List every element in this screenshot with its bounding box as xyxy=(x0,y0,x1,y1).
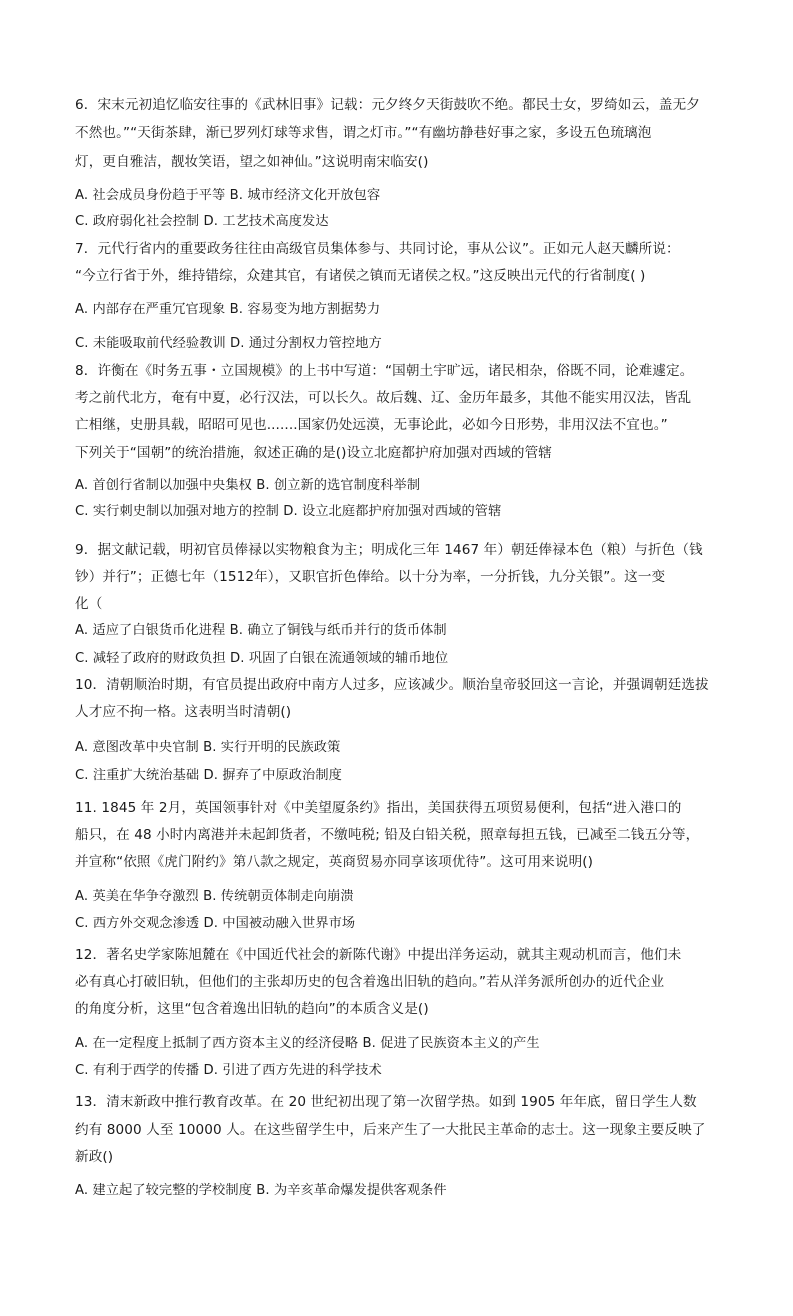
question-12-stem-line-2: 必有真心打破旧轨，但他们的主张却历史的包含着逸出旧轨的趋向。”若从洋务派所创办的近代企业 xyxy=(75,974,665,990)
question-12-stem-line-3: 的角度分析，这里“包含着逸出旧轨的趋向”的本质含义是() xyxy=(75,1001,429,1017)
question-10-stem-line-2: 人才应不拘一格。这表明当时清朝() xyxy=(75,704,292,720)
question-10-stem-line-1: 10．清朝顺治时期，有官员提出政府中南方人过多，应该减少。顺治皇帝驳回这一言论，并强调朝廷选拔 xyxy=(75,677,709,693)
question-9-options-cd: C. 减轻了政府的财政负担 D. 巩固了白银在流通领域的辅币地位 xyxy=(75,651,449,666)
question-12-options-cd: C. 有利于西学的传播 D. 引进了西方先进的科学技术 xyxy=(75,1063,382,1078)
question-7-stem-line-1: 7．元代行省内的重要政务往往由高级官员集体参与、共同讨论，事从公议”。正如元人赵天麟所说： xyxy=(75,241,680,257)
question-8-options-ab: A. 首创行省制以加强中央集权 B. 创立新的选官制度科举制 xyxy=(75,478,421,493)
question-8-stem-line-3: 亡相继，史册具载，昭昭可见也.......国家仍处远漠，无事论此，必如今日形势，非用汉法不宜也。” xyxy=(75,417,668,433)
question-8-stem-line-4: 下列关于“国朝”的统治措施，叙述正确的是()设立北庭都护府加强对西域的管辖 xyxy=(75,445,552,461)
question-13-stem-line-2: 约有 8000 人至 10000 人。在这些留学生中，后来产生了一大批民主革命的志士。这一现象主要反映了 xyxy=(75,1122,706,1138)
question-11-stem-line-1: 11. 1845 年 2月，英国领事针对《中美望厦条约》指出，美国获得五项贸易便利，包括“进入港口的 xyxy=(75,800,682,816)
question-8-stem-line-2: 考之前代北方，奄有中夏，必行汉法，可以长久。故后魏、辽、金历年最多，其他不能实用汉法，皆乱 xyxy=(75,390,692,406)
question-9-options-ab: A. 适应了白银货币化进程 B. 确立了铜钱与纸币并行的货币体制 xyxy=(75,623,447,638)
question-10-options-cd: C. 注重扩大统治基础 D. 摒弃了中原政治制度 xyxy=(75,768,342,783)
question-8-stem-line-1: 8．许衡在《时务五事・立国规模》的上书中写道：“国朝土宇旷远，诸民相杂，俗既不同，论难遽定。 xyxy=(75,363,694,379)
question-12-stem-line-1: 12．著名史学家陈旭麓在《中国近代社会的新陈代谢》中提出洋务运动，就其主观动机而言，他们未 xyxy=(75,947,682,963)
question-13-stem-line-1: 13．清末新政中推行教育改革。在 20 世纪初出现了第一次留学热。如到 1905 年年底，留日学生人数 xyxy=(75,1094,697,1110)
question-6-options-ab: A. 社会成员身份趋于平等 B. 城市经济文化开放包容 xyxy=(75,188,381,203)
question-13-stem-line-3: 新政() xyxy=(75,1149,114,1165)
question-13-options-ab: A. 建立起了较完整的学校制度 B. 为辛亥革命爆发提供客观条件 xyxy=(75,1183,447,1198)
question-11-stem-line-2: 船只，在 48 小时内离港并未起卸货者，不缴吨税; 铅及白铅关税，照章每担五钱，已减至二钱五分等， xyxy=(75,827,700,843)
question-6-options-cd: C. 政府弱化社会控制 D. 工艺技术高度发达 xyxy=(75,214,329,229)
question-11-options-ab: A. 英美在华争夺激烈 B. 传统朝贡体制走向崩溃 xyxy=(75,889,354,904)
question-6-stem-line-2: 不然也。”“天街茶肆，渐已罗列灯球等求售，谓之灯市。”“有幽坊静巷好事之家，多设五色琉璃泡 xyxy=(75,125,652,141)
question-11-stem-line-3: 并宣称“依照《虎门附约》第八款之规定，英商贸易亦同享该项优待”。这可用来说明() xyxy=(75,854,594,870)
question-8-options-cd: C. 实行刺史制以加强对地方的控制 D. 设立北庭都护府加强对西域的管辖 xyxy=(75,504,502,519)
question-11-options-cd: C. 西方外交观念渗透 D. 中国被动融入世界市场 xyxy=(75,916,356,931)
question-9-stem-line-3: 化（ xyxy=(75,596,103,612)
question-9-stem-line-1: 9．据文献记载，明初官员俸禄以实物粮食为主；明成化三年 1467 年）朝廷俸禄本色（粮）与折色（钱 xyxy=(75,542,703,558)
question-7-options-cd: C. 未能吸取前代经验教训 D. 通过分割权力管控地方 xyxy=(75,336,382,351)
question-7-options-ab: A. 内部存在严重冗官现象 B. 容易变为地方割据势力 xyxy=(75,302,381,317)
question-6-stem-line-3: 灯，更自雅洁，靓妆笑语，望之如神仙。”这说明南宋临安() xyxy=(75,154,429,170)
question-7-stem-line-2: “今立行省于外，维持错综，众建其官，有诸侯之镇而无诸侯之权。”这反映出元代的行省制度( ) xyxy=(75,268,646,284)
question-10-options-ab: A. 意图改革中央官制 B. 实行开明的民族政策 xyxy=(75,740,341,755)
question-12-options-ab: A. 在一定程度上抵制了西方资本主义的经济侵略 B. 促进了民族资本主义的产生 xyxy=(75,1036,540,1051)
question-6-stem-line-1: 6．宋末元初追忆临安往事的《武林旧事》记载：元夕终夕天街鼓吹不绝。都民士女，罗绮如云，盖无夕 xyxy=(75,97,700,113)
question-9-stem-line-2: 钞）并行”；正德七年（1512年），又职官折色俸给。以十分为率，一分折钱，九分关银”。这一变 xyxy=(75,569,666,585)
